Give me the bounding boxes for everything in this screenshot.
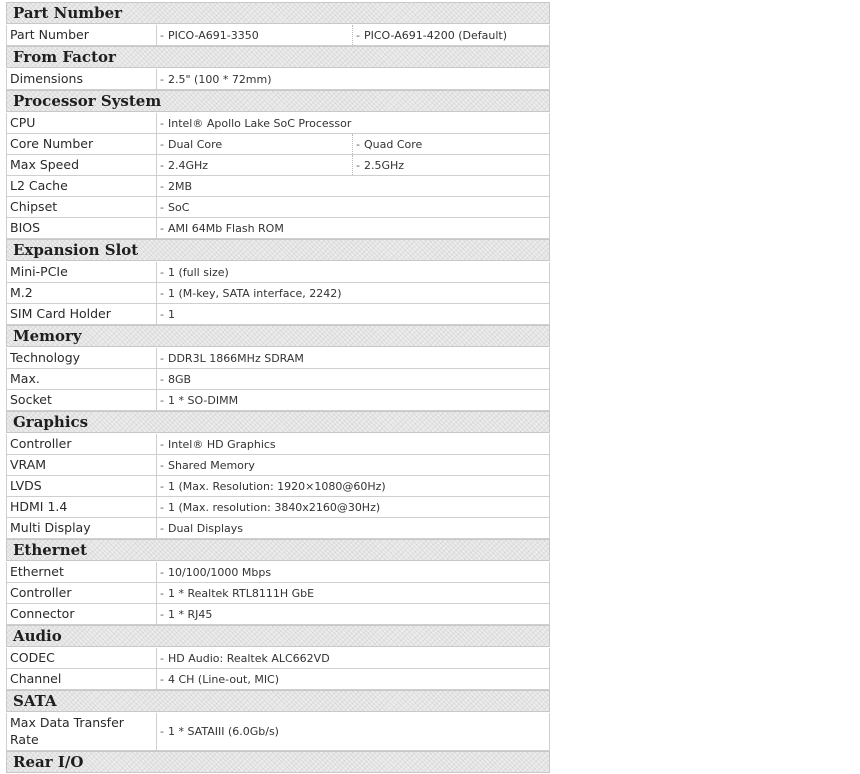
spec-row <box>6 434 550 455</box>
spec-row <box>6 476 550 497</box>
spec-value: - Dual Core <box>157 134 353 154</box>
spec-value-group <box>157 476 549 496</box>
spec-value: - 1 * SATAIII (6.0Gb/s) <box>157 713 549 750</box>
spec-value-group <box>157 348 549 368</box>
spec-row <box>6 648 550 669</box>
spec-value-group <box>157 455 549 475</box>
spec-value-group <box>157 497 549 517</box>
spec-row <box>6 518 550 539</box>
spec-value-group <box>157 562 549 582</box>
spec-value: - AMI 64Mb Flash ROM <box>157 218 549 238</box>
spec-value: - PICO-A691-3350 <box>157 25 353 45</box>
spec-value: - PICO-A691-4200 (Default) <box>353 25 549 45</box>
section-header: From Factor <box>6 46 550 68</box>
spec-value: - 2.5GHz <box>353 155 549 175</box>
spec-value-group <box>157 113 549 133</box>
spec-label: Part Number <box>7 25 157 45</box>
spec-row <box>6 369 550 390</box>
spec-label: Mini-PCIe <box>7 262 157 282</box>
spec-row <box>6 583 550 604</box>
spec-value: - 1 (Max. Resolution: 1920×1080@60Hz) <box>157 476 549 496</box>
spec-value-group <box>157 262 549 282</box>
spec-value-group <box>157 369 549 389</box>
spec-row <box>6 134 550 155</box>
spec-label: Max Speed <box>7 155 157 175</box>
spec-value: - 1 * RJ45 <box>157 604 549 624</box>
spec-row <box>6 262 550 283</box>
spec-value: - 1 (M-key, SATA interface, 2242) <box>157 283 549 303</box>
spec-value: - Dual Displays <box>157 518 549 538</box>
spec-row <box>6 348 550 369</box>
section-header: Processor System <box>6 90 550 112</box>
spec-value: - 8GB <box>157 369 549 389</box>
spec-label: Multi Display <box>7 518 157 538</box>
spec-value: - 2.4GHz <box>157 155 353 175</box>
spec-value: - 4 CH (Line-out, MIC) <box>157 669 549 689</box>
spec-row <box>6 713 550 751</box>
spec-value: - 1 * Realtek RTL8111H GbE <box>157 583 549 603</box>
spec-label: BIOS <box>7 218 157 238</box>
spec-value: - Quad Core <box>353 134 549 154</box>
spec-value: - 1 <box>157 304 549 324</box>
spec-label: M.2 <box>7 283 157 303</box>
spec-value: - 10/100/1000 Mbps <box>157 562 549 582</box>
spec-row <box>6 218 550 239</box>
section-header: Part Number <box>6 2 550 24</box>
spec-value-group <box>157 197 549 217</box>
spec-value-group <box>157 518 549 538</box>
spec-label: Max Data Transfer Rate <box>7 713 157 750</box>
spec-label: Controller <box>7 434 157 454</box>
spec-row <box>6 562 550 583</box>
spec-label: Channel <box>7 669 157 689</box>
spec-value-group <box>157 434 549 454</box>
spec-value-group <box>157 648 549 668</box>
spec-row <box>6 304 550 325</box>
section-header: Audio <box>6 625 550 647</box>
spec-label: Dimensions <box>7 69 157 89</box>
spec-value-group <box>157 218 549 238</box>
spec-value-group <box>157 583 549 603</box>
spec-value: - 1 (Max. resolution: 3840x2160@30Hz) <box>157 497 549 517</box>
spec-value-group <box>157 25 549 45</box>
spec-table <box>6 2 550 774</box>
spec-label: L2 Cache <box>7 176 157 196</box>
spec-value: - HD Audio: Realtek ALC662VD <box>157 648 549 668</box>
spec-value-group <box>157 134 549 154</box>
spec-row <box>6 113 550 134</box>
spec-value: - DDR3L 1866MHz SDRAM <box>157 348 549 368</box>
section-header: SATA <box>6 690 550 712</box>
spec-row <box>6 604 550 625</box>
spec-value-group <box>157 713 549 750</box>
spec-label: Technology <box>7 348 157 368</box>
spec-row <box>6 497 550 518</box>
spec-value-group <box>157 669 549 689</box>
spec-row <box>6 669 550 690</box>
spec-value-group <box>157 390 549 410</box>
spec-value: - 1 (full size) <box>157 262 549 282</box>
spec-label: CODEC <box>7 648 157 668</box>
spec-value-group <box>157 176 549 196</box>
spec-label: Core Number <box>7 134 157 154</box>
spec-label: Chipset <box>7 197 157 217</box>
spec-row <box>6 197 550 218</box>
spec-row <box>6 455 550 476</box>
spec-row <box>6 25 550 46</box>
spec-value: - 1 * SO-DIMM <box>157 390 549 410</box>
spec-value-group <box>157 283 549 303</box>
spec-label: Connector <box>7 604 157 624</box>
spec-row <box>6 283 550 304</box>
section-header: Ethernet <box>6 539 550 561</box>
spec-label: CPU <box>7 113 157 133</box>
spec-value: - 2.5" (100 * 72mm) <box>157 69 549 89</box>
spec-value: - SoC <box>157 197 549 217</box>
section-header: Rear I/O <box>6 751 550 773</box>
spec-value-group <box>157 304 549 324</box>
spec-label: LVDS <box>7 476 157 496</box>
spec-value-group <box>157 155 549 175</box>
section-header: Memory <box>6 325 550 347</box>
spec-label: Controller <box>7 583 157 603</box>
spec-row <box>6 390 550 411</box>
spec-value: - 2MB <box>157 176 549 196</box>
spec-label: Ethernet <box>7 562 157 582</box>
spec-value-group <box>157 69 549 89</box>
spec-label: Max. <box>7 369 157 389</box>
spec-label: SIM Card Holder <box>7 304 157 324</box>
spec-label: Socket <box>7 390 157 410</box>
spec-value: - Shared Memory <box>157 455 549 475</box>
section-header: Graphics <box>6 411 550 433</box>
section-header: Expansion Slot <box>6 239 550 261</box>
spec-label: HDMI 1.4 <box>7 497 157 517</box>
spec-value: - Intel® Apollo Lake SoC Processor <box>157 113 549 133</box>
spec-value: - Intel® HD Graphics <box>157 434 549 454</box>
spec-value-group <box>157 604 549 624</box>
spec-row <box>6 69 550 90</box>
spec-label: VRAM <box>7 455 157 475</box>
spec-row <box>6 155 550 176</box>
spec-row <box>6 176 550 197</box>
